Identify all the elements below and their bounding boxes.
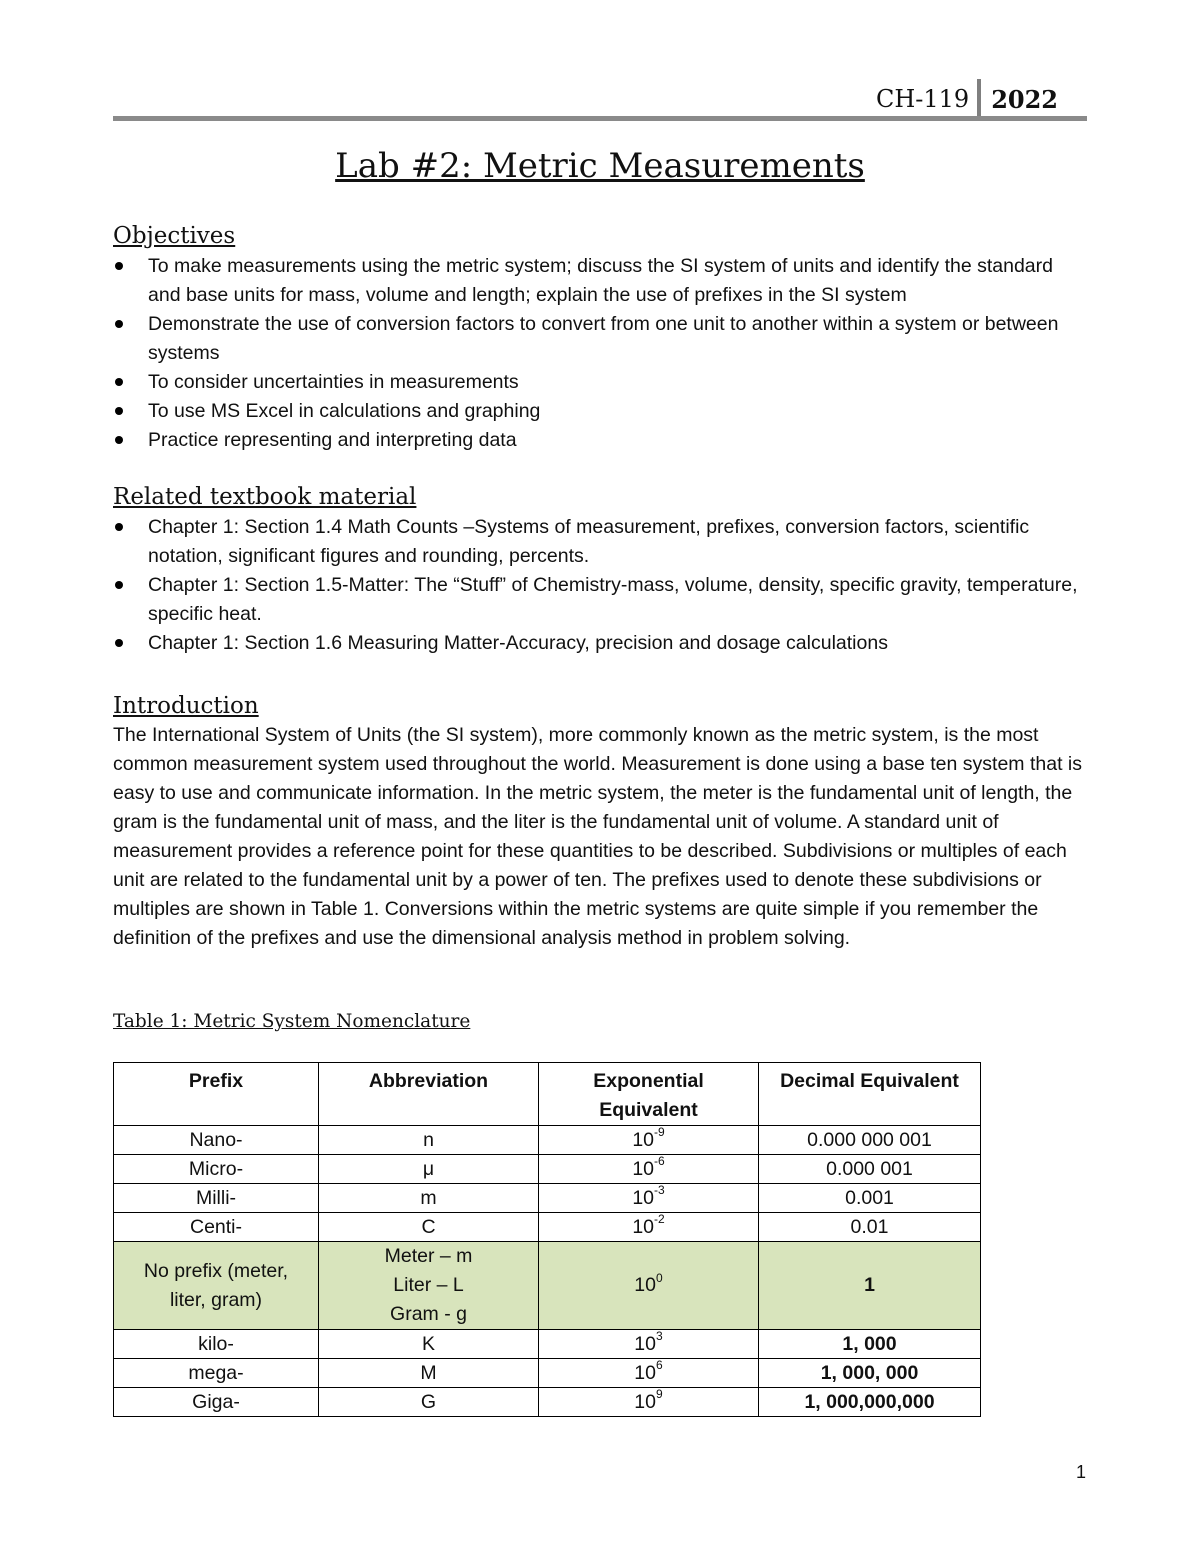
related-section bbox=[113, 482, 1088, 658]
exponent: 3 bbox=[656, 1329, 663, 1343]
related-heading: Related textbook material bbox=[113, 484, 417, 510]
exponent: 9 bbox=[656, 1387, 663, 1401]
decimal-cell: 1, 000,000,000 bbox=[759, 1388, 981, 1417]
abbreviation-line: Liter – L bbox=[393, 1274, 464, 1296]
prefix-cell: kilo- bbox=[114, 1330, 319, 1359]
prefix-cell: mega- bbox=[114, 1359, 319, 1388]
column-header: Abbreviation bbox=[319, 1063, 539, 1126]
exponent-base: 10 bbox=[634, 1274, 656, 1296]
abbreviation-cell bbox=[319, 1242, 539, 1330]
prefix-line: liter, gram) bbox=[169, 1288, 263, 1311]
abbreviation-cell: C bbox=[319, 1213, 539, 1242]
table-caption-wrap bbox=[113, 1011, 1088, 1032]
decimal-cell: 1 bbox=[759, 1242, 981, 1330]
prefix-cell: Micro- bbox=[114, 1155, 319, 1184]
abbreviation-cell: M bbox=[319, 1359, 539, 1388]
list-item: To consider uncertainties in measurements bbox=[113, 368, 1088, 397]
abbreviation-cell: K bbox=[319, 1330, 539, 1359]
exponent-base: 10 bbox=[632, 1128, 655, 1151]
list-item: Chapter 1: Section 1.6 Measuring Matter-Accuracy, precision and dosage calculations bbox=[113, 629, 1088, 658]
abbreviation-cell: n bbox=[319, 1126, 539, 1155]
table-row bbox=[114, 1126, 981, 1155]
prefix-line: No prefix (meter, bbox=[143, 1259, 289, 1282]
exponent-base: 10 bbox=[632, 1215, 655, 1238]
exponential-cell bbox=[539, 1126, 759, 1155]
table-row bbox=[114, 1213, 981, 1242]
decimal-cell: 1, 000 bbox=[759, 1330, 981, 1359]
exponent-base: 10 bbox=[634, 1390, 656, 1413]
page-title: Lab #2: Metric Measurements bbox=[335, 146, 865, 186]
table-row bbox=[114, 1184, 981, 1213]
abbreviation-cell: m bbox=[319, 1184, 539, 1213]
exponential-cell bbox=[539, 1330, 759, 1359]
column-header: Exponential Equivalent bbox=[539, 1063, 759, 1126]
table-row bbox=[114, 1330, 981, 1359]
abbreviation-line: Gram - g bbox=[390, 1303, 467, 1325]
prefix-cell: Giga- bbox=[114, 1388, 319, 1417]
header-year: 2022 bbox=[991, 84, 1058, 114]
exponential-cell bbox=[539, 1359, 759, 1388]
exponent-base: 10 bbox=[634, 1332, 656, 1355]
table-row bbox=[114, 1155, 981, 1184]
objectives-list bbox=[113, 252, 1088, 455]
table-row-highlighted bbox=[114, 1242, 981, 1330]
introduction-heading: Introduction bbox=[113, 693, 259, 719]
objectives-heading: Objectives bbox=[113, 223, 236, 249]
exponential-cell bbox=[539, 1155, 759, 1184]
table-row bbox=[114, 1359, 981, 1388]
header-rule bbox=[113, 116, 1087, 121]
abbreviation-cell: G bbox=[319, 1388, 539, 1417]
related-list bbox=[113, 513, 1088, 658]
exponent-base: 10 bbox=[634, 1361, 656, 1384]
course-code: CH-119 bbox=[875, 85, 970, 113]
exponent: -3 bbox=[654, 1183, 665, 1197]
objectives-section bbox=[113, 221, 1088, 455]
table-row bbox=[114, 1388, 981, 1417]
exponential-cell bbox=[539, 1388, 759, 1417]
decimal-cell: 0.000 000 001 bbox=[759, 1126, 981, 1155]
introduction-text: The International System of Units (the SI system), more commonly known as the metric system, is the most common measurement system used throughout the world. Measurement is done using a base ten system that is easy to use and communicate information. In the metric system, the meter is the fundamental unit of length, the gram is the fundamental unit of mass, and the liter is the fundamental unit of volume. A standard unit of measurement provides a reference point for these quantities to be described. Subdivisions or multiples of each unit are related to the fundamental unit by a power of ten. The prefixes used to denote these subdivisions or multiples are shown in Table 1. Conversions within the metric systems are quite simple if you remember the definition of the prefixes and use the dimensional analysis method in problem solving. bbox=[113, 724, 1082, 949]
list-item: Chapter 1: Section 1.5-Matter: The “Stuff” of Chemistry-mass, volume, density, specific gravity, temperature, specific heat. bbox=[113, 571, 1088, 629]
prefix-cell bbox=[114, 1242, 319, 1330]
exponential-cell bbox=[539, 1242, 759, 1330]
table-caption: Table 1: Metric System Nomenclature bbox=[113, 1011, 471, 1032]
table-header-row bbox=[114, 1063, 981, 1126]
introduction-section bbox=[113, 691, 1088, 953]
exponent-base: 10 bbox=[632, 1186, 655, 1209]
column-header: Prefix bbox=[114, 1063, 319, 1126]
list-item: Chapter 1: Section 1.4 Math Counts –Systems of measurement, prefixes, conversion factors, scientific notation, significant figures and rounding, percents. bbox=[113, 513, 1088, 571]
exponent: 6 bbox=[656, 1358, 663, 1372]
table-wrap bbox=[113, 1062, 1088, 1417]
prefix-cell: Milli- bbox=[114, 1184, 319, 1213]
list-item: To make measurements using the metric system; discuss the SI system of units and identify the standard and base units for mass, volume and length; explain the use of prefixes in the SI system bbox=[113, 252, 1088, 310]
decimal-cell: 1, 000, 000 bbox=[759, 1359, 981, 1388]
decimal-cell: 0.001 bbox=[759, 1184, 981, 1213]
page-header bbox=[876, 79, 1058, 119]
exponential-cell bbox=[539, 1213, 759, 1242]
column-header: Decimal Equivalent bbox=[759, 1063, 981, 1126]
metric-table bbox=[113, 1062, 981, 1417]
abbreviation-cell: μ bbox=[319, 1155, 539, 1184]
exponent: -6 bbox=[654, 1154, 665, 1168]
list-item: Demonstrate the use of conversion factors to convert from one unit to another within a system or between systems bbox=[113, 310, 1088, 368]
prefix-cell: Centi- bbox=[114, 1213, 319, 1242]
exponent: -9 bbox=[654, 1125, 665, 1139]
list-item: To use MS Excel in calculations and graphing bbox=[113, 397, 1088, 426]
list-item: Practice representing and interpreting data bbox=[113, 426, 1088, 455]
decimal-cell: 0.01 bbox=[759, 1213, 981, 1242]
exponential-cell bbox=[539, 1184, 759, 1213]
exponent-base: 10 bbox=[632, 1157, 655, 1180]
abbreviation-line: Meter – m bbox=[384, 1245, 473, 1267]
decimal-cell: 0.000 001 bbox=[759, 1155, 981, 1184]
exponent: 0 bbox=[656, 1270, 663, 1285]
exponent: -2 bbox=[654, 1212, 665, 1226]
prefix-cell: Nano- bbox=[114, 1126, 319, 1155]
page-number: 1 bbox=[1075, 1462, 1086, 1482]
